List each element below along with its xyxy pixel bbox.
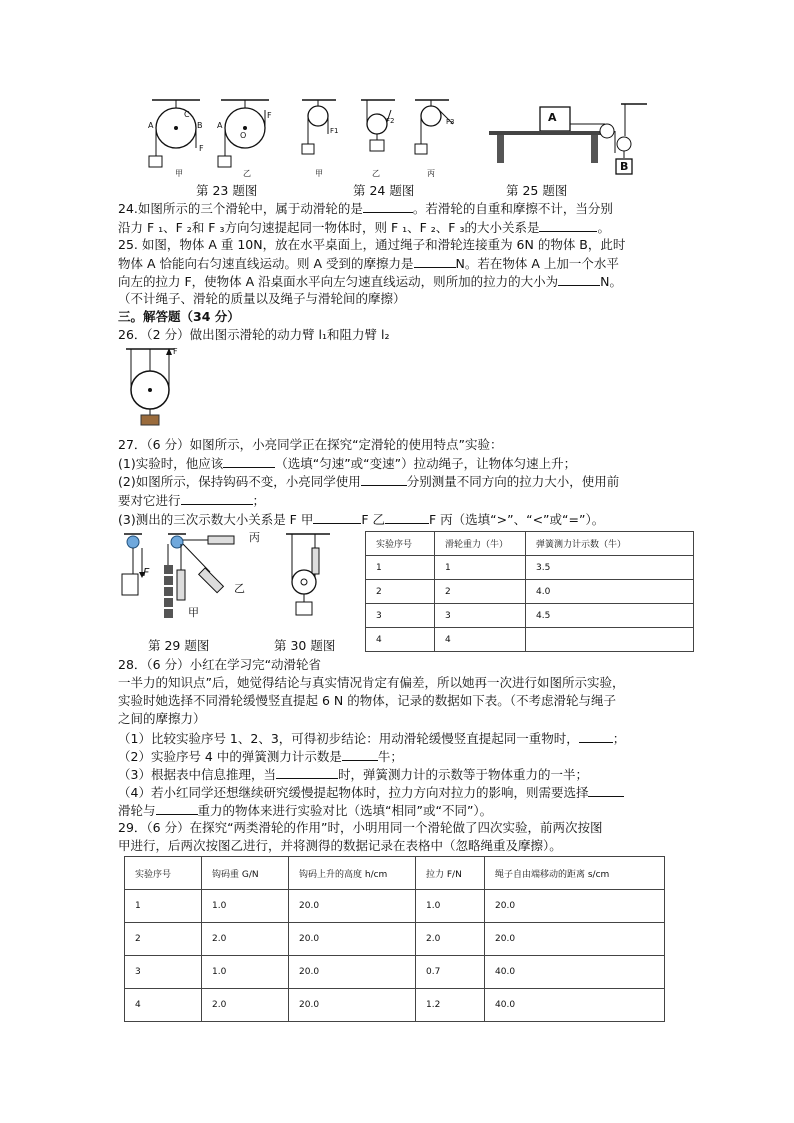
fig24-lbl-F1: F1 — [330, 127, 339, 135]
q28-line6 — [118, 747, 403, 765]
q29-l2: 甲进行，后两次按图乙进行，并将测得的数据记录在表格中（忽略绳重及摩擦）。 — [118, 838, 562, 853]
table-cell: 3 — [366, 604, 435, 628]
fig23-yi-lbl-F: F — [267, 111, 272, 120]
caption-fig25: 第 25 题图 — [506, 183, 568, 198]
q25-blank-1[interactable] — [414, 254, 456, 268]
table-cell: 2.0 — [202, 923, 289, 956]
table-cell: 20.0 — [289, 890, 416, 923]
q28-blank-4[interactable] — [588, 783, 624, 797]
q28-line9 — [118, 801, 492, 819]
caption-fig23: 第 23 题图 — [196, 183, 258, 198]
table-cell: 0.7 — [416, 956, 485, 989]
fig23-lbl-A: A — [148, 121, 154, 130]
q28-l7b: 时，弹簧测力计的示数等于物体重力的一半； — [337, 767, 588, 782]
table-row — [125, 923, 665, 956]
q28-l8a: （4）若小红同学还想继续研究缓慢提起物体时，拉力方向对拉力的影响，则需要选择 — [118, 785, 589, 800]
q25-line2 — [118, 254, 619, 272]
table-cell: 2 — [435, 580, 526, 604]
table-cell: 1 — [435, 556, 526, 580]
table-cell: 2.0 — [416, 923, 485, 956]
q27-blank-5[interactable] — [385, 510, 429, 524]
q27-l4end: ； — [252, 493, 266, 508]
table-experiment-data — [124, 856, 665, 1022]
table-cell: 20.0 — [289, 923, 416, 956]
fig23-jia-pulley — [146, 96, 206, 176]
q25-l1: 25. 如图，物体 A 重 10N，放在水平桌面上，通过绳子和滑轮连接重为 6N 的物体 B，此时 — [118, 237, 626, 252]
q27-blank-2[interactable] — [361, 472, 407, 486]
table-cell: 4.0 — [526, 580, 694, 604]
fig23-yi-lbl-yi: 乙 — [243, 169, 251, 178]
q27-line5 — [118, 510, 604, 528]
table-row — [125, 890, 665, 923]
q29-line1 — [118, 819, 603, 836]
table-cell: 1 — [125, 890, 202, 923]
q28-line8 — [118, 783, 624, 801]
q28-line2 — [118, 674, 624, 691]
q29-line2 — [118, 837, 562, 854]
figure-row-top — [0, 0, 794, 200]
q27-line3 — [118, 472, 619, 490]
table-header-cell: 滑轮重力（牛） — [435, 532, 526, 556]
q28-l3: 实验时她选择不同滑轮缓慢竖直提起 6 N 的物体，记录的数据如下表。（不考虑滑轮与绳子 — [118, 693, 616, 708]
fig23-yi-lbl-A: A — [217, 121, 223, 130]
q28-l5end: ； — [612, 731, 626, 746]
q27-l4: 要对它进行 — [118, 493, 181, 508]
table-cell: 4.5 — [526, 604, 694, 628]
q29-l1: 29．（6 分）在探究“两类滑轮的作用”时，小明用同一个滑轮做了四次实验，前两次按图 — [118, 820, 603, 835]
q25-l4: （不计绳子、滑轮的质量以及绳子与滑轮间的摩擦） — [118, 291, 406, 306]
q28-l7a: （3）根据表中信息推理，当 — [118, 767, 276, 782]
q28-blank-3[interactable] — [276, 765, 338, 779]
q24-blank-1[interactable] — [363, 199, 413, 213]
table-cell: 1.0 — [202, 890, 289, 923]
table-row — [366, 556, 694, 580]
fig24-bing-pulley — [409, 96, 459, 166]
table-cell: 3 — [435, 604, 526, 628]
q27-blank-4[interactable] — [313, 510, 361, 524]
q27-l3b: 分别测量不同方向的拉力大小，使用前 — [406, 474, 620, 489]
table-row — [366, 628, 694, 652]
q28-l1: 28．（6 分）小红在学习完“动滑轮省 — [118, 657, 322, 672]
q28-line7 — [118, 765, 588, 783]
table-header-row — [125, 857, 665, 890]
q28-l6a: （2）实验序号 4 中的弹簧测力计示数是 — [118, 749, 342, 764]
fig25-lbl-A: A — [548, 111, 557, 124]
table-cell: 4 — [435, 628, 526, 652]
q25-l3b: N。 — [600, 274, 623, 289]
q24-line2 — [118, 218, 610, 236]
fig29-lbl-yi: 乙 — [234, 582, 245, 595]
q28-line3 — [118, 692, 616, 709]
fig24-lbl-bing: 丙 — [427, 169, 435, 178]
q26-text: 26．（2 分）做出图示滑轮的动力臂 l₁和阻力臂 l₂ — [118, 327, 390, 342]
table-row — [366, 604, 694, 628]
fig24-yi-pulley — [355, 96, 400, 166]
q25-blank-2[interactable] — [558, 272, 600, 286]
table-cell: 2 — [125, 923, 202, 956]
q27-l5a: (3)测出的三次示数大小关系是 F 甲 — [118, 512, 314, 527]
q27-l2a: (1)实验时，他应该 — [118, 456, 224, 471]
fig30-pulley — [284, 530, 334, 630]
table-cell-blank[interactable] — [526, 628, 694, 652]
fig23-yi-lbl-O: O — [240, 131, 247, 140]
table-header-cell: 绳子自由端移动的距离 s/cm — [485, 857, 665, 890]
table-cell: 4 — [125, 989, 202, 1022]
q28-line1 — [118, 656, 321, 673]
q28-blank-5[interactable] — [156, 801, 198, 815]
q27-l5c: F 丙（选填“>”、“<”或“=”）。 — [429, 512, 605, 527]
fig29-lbl-jia: 甲 — [188, 606, 199, 619]
table-row — [125, 956, 665, 989]
table-cell: 2.0 — [202, 989, 289, 1022]
q28-l5: （1）比较实验序号 1、2、3，可得初步结论：用动滑轮缓慢竖直提起同一重物时， — [118, 731, 579, 746]
table-cell: 20.0 — [485, 890, 665, 923]
q27-l3a: (2)如图所示，保持钩码不变，小亮同学使用 — [118, 474, 361, 489]
caption-fig24: 第 24 题图 — [353, 183, 415, 198]
q27-l2b: （选填“匀速”或“变速”）拉动绳子，让物体匀速上升； — [275, 456, 577, 471]
q27-line4 — [118, 491, 265, 509]
table-header-row — [366, 532, 694, 556]
q28-l6b: 牛； — [377, 749, 403, 764]
q28-line5 — [118, 729, 625, 747]
table-cell: 3 — [125, 956, 202, 989]
q26-line — [118, 326, 390, 343]
q24-l1a: 24.如图所示的三个滑轮中，属于动滑轮的是 — [118, 201, 363, 216]
caption-fig29: 第 29 题图 — [148, 638, 210, 653]
q24-blank-2[interactable] — [539, 218, 597, 232]
table-header-cell: 拉力 F/N — [416, 857, 485, 890]
fig29-scale-setup — [118, 530, 268, 640]
table-cell: 20.0 — [289, 956, 416, 989]
q27-blank-3[interactable] — [181, 491, 253, 505]
q27-blank-1[interactable] — [223, 454, 275, 468]
table-header-cell: 钩码重 G/N — [202, 857, 289, 890]
table-header-cell: 弹簧测力计示数（牛） — [526, 532, 694, 556]
q25-line4 — [118, 290, 406, 307]
fig26-pulley — [124, 345, 184, 427]
table-row — [366, 580, 694, 604]
fig29-lbl-F: F — [143, 566, 150, 579]
q24-line1 — [118, 199, 613, 217]
q25-l2b: N。若在物体 A 上加一个水平 — [455, 256, 619, 271]
fig23-lbl-jia: 甲 — [175, 169, 183, 178]
table-cell: 40.0 — [485, 956, 665, 989]
table-pulley-data — [365, 531, 694, 652]
fig25-lbl-B: B — [620, 160, 629, 173]
fig23-lbl-F: F — [199, 144, 204, 153]
q28-l9b: 重力的物体来进行实验对比（选填“相同”或“不同”）。 — [197, 803, 493, 818]
q27-line2 — [118, 454, 576, 472]
table-header-cell: 钩码上升的高度 h/cm — [289, 857, 416, 890]
q25-l2a: 物体 A 恰能向右匀速直线运动。则 A 受到的摩擦力是 — [118, 256, 414, 271]
table-cell: 20.0 — [485, 923, 665, 956]
q27-l5b: F 乙 — [361, 512, 386, 527]
q28-blank-1[interactable] — [579, 729, 613, 743]
fig24-lbl-jia: 甲 — [315, 169, 323, 178]
section-title: 三。解答题（34 分） — [118, 309, 240, 324]
table-cell: 1 — [366, 556, 435, 580]
fig23-lbl-C: C — [184, 110, 190, 119]
table-cell: 4 — [366, 628, 435, 652]
fig29-lbl-bing: 丙 — [249, 531, 260, 544]
fig24-lbl-yi: 乙 — [372, 169, 380, 178]
table-cell: 1.2 — [416, 989, 485, 1022]
q25-line1 — [118, 236, 625, 253]
table-cell: 3.5 — [526, 556, 694, 580]
q24-l2: 沿力 F ₁、F ₂和 F ₃方向匀速提起同一物体时，则 F ₁、F ₂、F ₃的大小关系是 — [118, 220, 540, 235]
fig26-lbl-F: F — [173, 347, 178, 356]
table-cell: 40.0 — [485, 989, 665, 1022]
fig24-lbl-F2: F2 — [386, 117, 395, 125]
table-cell: 1.0 — [202, 956, 289, 989]
q28-line4 — [118, 710, 206, 727]
q28-l9a: 滑轮与 — [118, 803, 156, 818]
table-header-cell: 实验序号 — [125, 857, 202, 890]
q24-l2end: 。 — [597, 220, 610, 235]
table-cell: 20.0 — [289, 989, 416, 1022]
caption-fig30: 第 30 题图 — [274, 638, 336, 653]
q28-l2: 一半力的知识点”后，她觉得结论与真实情况肯定有偏差，所以她再一次进行如图所示实验， — [118, 675, 625, 690]
q25-l3a: 向左的拉力 F，使物体 A 沿桌面水平向左匀速直线运动，则所加的拉力的大小为 — [118, 274, 559, 289]
q25-line3 — [118, 272, 622, 290]
table-cell: 1.0 — [416, 890, 485, 923]
table-header-cell: 实验序号 — [366, 532, 435, 556]
q28-blank-2[interactable] — [342, 747, 378, 761]
fig23-lbl-B: B — [197, 121, 203, 130]
table-cell: 2 — [366, 580, 435, 604]
q24-l1b: 。若滑轮的自重和摩擦不计，当分别 — [412, 201, 613, 216]
fig24-lbl-F3: F3 — [446, 118, 455, 126]
table-row — [125, 989, 665, 1022]
q27-l1: 27．（6 分）如图所示，小亮同学正在探究“定滑轮的使用特点”实验： — [118, 437, 503, 452]
q28-l4: 之间的摩擦力） — [118, 711, 206, 726]
q27-line1 — [118, 436, 503, 453]
